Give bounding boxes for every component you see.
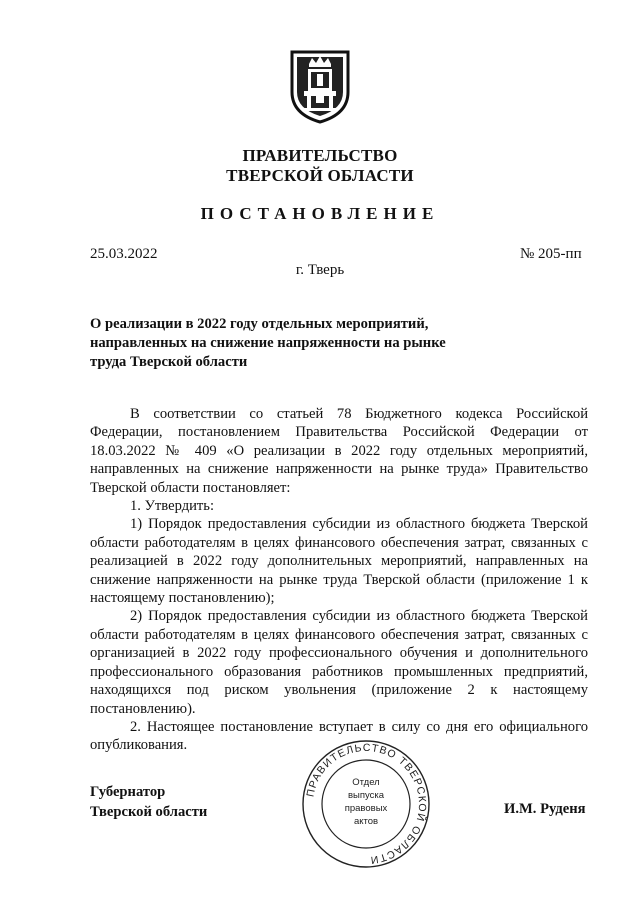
document-body [90,405,588,755]
document-city: г. Тверь [295,262,345,278]
document-date: 25.03.2022 [90,246,158,262]
signatory-position [90,782,207,822]
organization-name-line1: ПРАВИТЕЛЬСТВО [242,146,398,165]
body-paragraph: 1) Порядок предоставления субсидии из областного бюджета Тверской области работодателям в целях финансового обеспечения затрат, связанных с реализацией в 2022 году дополнительных мероприятий, направленных на снижение напряженности на рынке труда Тверской области (приложение 1 к настоящему постановлению); [90,516,588,607]
body-paragraph: 2) Порядок предоставления субсидии из областного бюджета Тверской области работодателям в целях финансового обеспечения затрат, связанных с организацией в 2022 году профессионального обучения и дополнительного профессионального образования работников промышленных предприятий, находящихся под риском увольнения (приложение 2 к настоящему постановлению). [90,608,588,717]
body-paragraph: 2. Настоящее постановление вступает в силу со дня его официального опубликования. [90,718,588,754]
stamp-center-line: актов [353,816,379,827]
signatory-name: И.М. Руденя [504,801,586,817]
document-type-heading: ПОСТАНОВЛЕНИЕ [200,204,440,223]
stamp-center-line: правовых [344,803,388,814]
stamp-center-line: выпуска [347,790,385,801]
body-paragraph: 1. Утвердить: [130,498,215,515]
title-line: труда Тверской области [90,354,248,370]
document-number: № 205-пп [520,246,582,262]
official-stamp [300,738,432,870]
coat-of-arms-emblem [288,46,352,124]
document-title [90,315,490,372]
body-paragraph: В соответствии со статьей 78 Бюджетного кодекса Российской Федерации, постановлением Правительства Российской Федерации от 18.03.2022 № 409 «О реализации в 2022 году отдельных мероприятий, направленных на снижение напряженности на рынке труда» Правительство Тверской области постановляет: [90,406,588,496]
stamp-center-line: Отдел [352,777,380,788]
organization-name-line2: ТВЕРСКОЙ ОБЛАСТИ [226,166,414,185]
title-line: О реализации в 2022 году отдельных мероприятий, [90,316,429,332]
title-line: направленных на снижение напряженности на рынке [90,335,446,351]
signatory-position-line: Тверской области [90,804,208,820]
signatory-position-line: Губернатор [90,784,166,800]
stamp-ring-text: ПРАВИТЕЛЬСТВО ТВЕРСКОЙ ОБЛАСТИ [304,741,429,866]
